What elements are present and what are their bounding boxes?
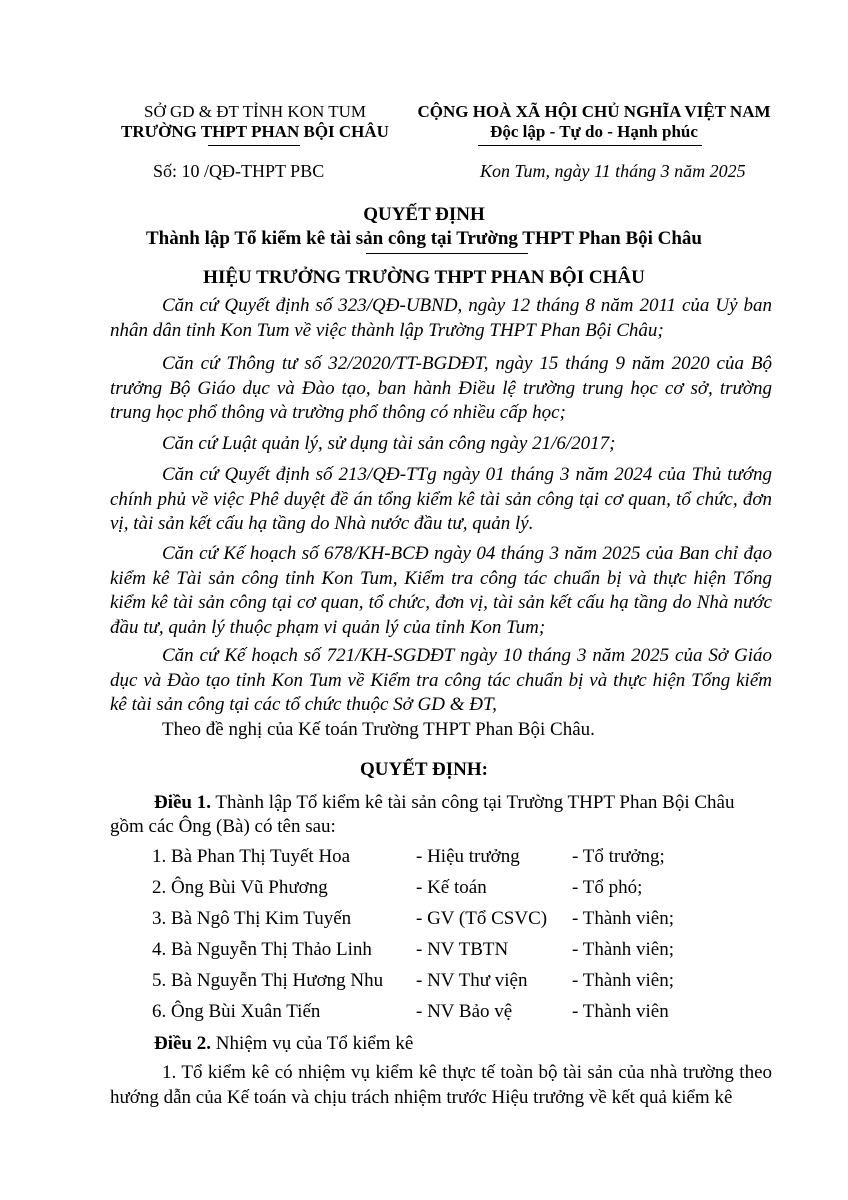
proposal-line: Theo đề nghị của Kế toán Trường THPT Phan Bội Châu. — [162, 719, 595, 740]
place-date: Kon Tum, ngày 11 tháng 3 năm 2025 — [480, 161, 746, 181]
header-left-rule — [208, 145, 300, 146]
member-role: - Tổ trưởng; — [572, 846, 665, 867]
member-role: - Thành viên — [572, 1001, 669, 1022]
member-position: - GV (Tổ CSVC) — [416, 908, 548, 929]
member-position: - NV Bảo vệ — [416, 1001, 513, 1022]
issuing-agency — [110, 102, 400, 142]
article-1-text: Thành lập Tổ kiểm kê tài sản công tại Trường THPT Phan Bội Châu — [211, 792, 735, 813]
subtitle-rule — [366, 253, 528, 254]
member-role: - Thành viên; — [572, 939, 675, 960]
member-row — [0, 969, 848, 993]
member-row — [0, 938, 848, 962]
article-1-line1 — [154, 791, 734, 815]
member-name: 1. Bà Phan Thị Tuyết Hoa — [152, 846, 351, 867]
country-name: CỘNG HOÀ XÃ HỘI CHỦ NGHĨA VIỆT NAM — [417, 102, 771, 121]
legal-basis-2: Căn cứ Thông tư số 32/2020/TT-BGDĐT, ngày 15 tháng 9 năm 2020 của Bộ trưởng Bộ Giáo dục và Đào tạo, ban hành Điều lệ trường trung học cơ sở, trường trung học phổ thông và trường phổ thông có nhiều cấp học; — [110, 353, 772, 424]
member-name: 2. Ông Bùi Vũ Phương — [152, 877, 328, 898]
department-name: SỞ GD & ĐT TỈNH KON TUM — [144, 102, 366, 121]
member-name: 6. Ông Bùi Xuân Tiến — [152, 1001, 321, 1022]
member-role: - Thành viên; — [572, 970, 675, 991]
member-role: - Thành viên; — [572, 908, 675, 929]
legal-basis-6: Căn cứ Kế hoạch số 721/KH-SGDĐT ngày 10 tháng 3 năm 2025 của Sở Giáo dục và Đào tạo tỉnh Kon Tum về Kiểm tra công tác chuẩn bị và thực hiện Tổng kiểm kê tài sản công tại các tổ chức thuộc Sở GD & ĐT, — [110, 645, 772, 716]
school-name: TRƯỜNG THPT PHAN BỘI CHÂU — [121, 122, 389, 141]
legal-basis-3: Căn cứ Luật quản lý, sử dụng tài sản công ngày 21/6/2017; — [162, 433, 616, 454]
article-2-item-1: 1. Tổ kiểm kê có nhiệm vụ kiểm kê thực tế toàn bộ tài sản của nhà trường theo hướng dẫn của Kế toán và chịu trách nhiệm trước Hiệu trưởng về kết quả kiểm kê — [110, 1062, 772, 1108]
article-1-label: Điều 1. — [154, 792, 211, 813]
member-row — [0, 1000, 848, 1024]
motto: Độc lập - Tự do - Hạnh phúc — [490, 122, 698, 141]
header-right-rule — [478, 145, 702, 146]
member-position: - NV TBTN — [416, 939, 509, 960]
article-2-line — [154, 1032, 413, 1056]
document-subtitle: Thành lập Tổ kiểm kê tài sản công tại Trường THPT Phan Bội Châu — [145, 228, 702, 249]
document-title: QUYẾT ĐỊNH — [363, 204, 485, 225]
decision-heading: QUYẾT ĐỊNH: — [360, 759, 488, 780]
member-position: - Kế toán — [416, 877, 487, 898]
member-position: - Hiệu trưởng — [416, 846, 520, 867]
member-row — [0, 876, 848, 900]
article-1-line2: gồm các Ông (Bà) có tên sau: — [110, 816, 336, 837]
document-number: Số: 10 /QĐ-THPT PBC — [153, 161, 325, 181]
legal-basis-4: Căn cứ Quyết định số 213/QĐ-TTg ngày 01 tháng 3 năm 2024 của Thủ tướng chính phủ về việc Phê duyệt đề án tổng kiểm kê tài sản công tại cơ quan, tổ chức, đơn vị, tài sản kết cấu hạ tầng do Nhà nước đầu tư, quản lý. — [110, 464, 772, 535]
national-motto — [408, 102, 780, 142]
member-position: - NV Thư viện — [416, 970, 528, 991]
article-2-label: Điều 2. — [154, 1033, 211, 1054]
member-role: - Tổ phó; — [572, 877, 643, 898]
member-row — [0, 907, 848, 931]
legal-basis-5: Căn cứ Kế hoạch số 678/KH-BCĐ ngày 04 tháng 3 năm 2025 của Ban chỉ đạo kiểm kê Tài sản công tỉnh Kon Tum, Kiểm tra công tác chuẩn bị và thực hiện Tổng kiểm kê tài sản công tại cơ quan, tổ chức, đơn vị, tài sản kết cấu hạ tầng do Nhà nước đầu tư, quản lý thuộc phạm vi quản lý của tỉnh Kon Tum; — [110, 543, 772, 638]
member-row — [0, 845, 848, 869]
article-2-text: Nhiệm vụ của Tổ kiểm kê — [211, 1033, 414, 1054]
authority-heading: HIỆU TRƯỞNG TRƯỜNG THPT PHAN BỘI CHÂU — [203, 267, 645, 288]
member-name: 5. Bà Nguyễn Thị Hương Nhu — [152, 970, 384, 991]
member-name: 3. Bà Ngô Thị Kim Tuyến — [152, 908, 352, 929]
legal-basis-1: Căn cứ Quyết định số 323/QĐ-UBND, ngày 12 tháng 8 năm 2011 của Uỷ ban nhân dân tỉnh Kon Tum về việc thành lập Trường THPT Phan Bội Châu; — [110, 295, 772, 341]
member-name: 4. Bà Nguyễn Thị Thảo Linh — [152, 939, 372, 960]
